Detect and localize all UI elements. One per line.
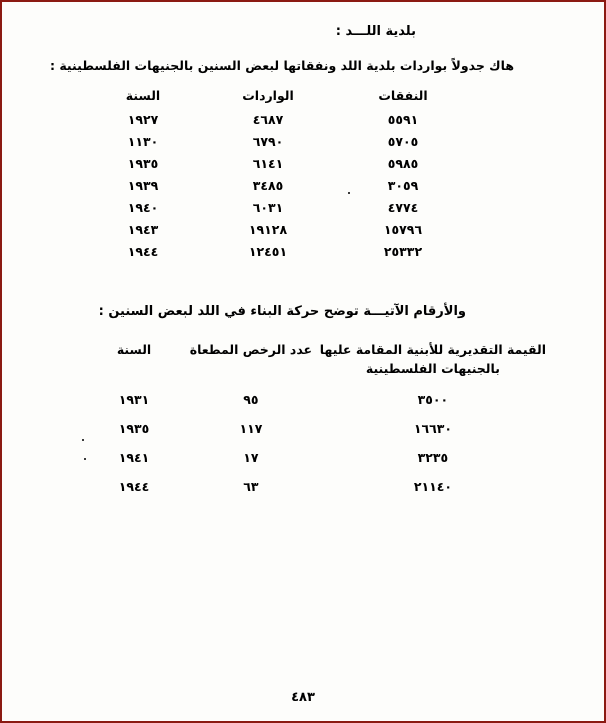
cell-year: ١٩٣٩ [127,178,159,193]
table-row [86,472,546,501]
column-header-currency-note: بالجنيهات الفلسطينية [365,361,500,376]
building-table [86,338,546,501]
cell-revenue: ٦٠٣١ [252,200,284,215]
page-content [20,16,586,711]
table-row [86,443,546,472]
cell-year: ١٩٤٠ [127,200,159,215]
table-row [88,197,468,219]
page-number: ٤٨٣ [291,690,315,705]
budget-table [88,84,468,263]
cell-expenses: ٥٥٩١ [387,112,419,127]
cell-expenses: ٥٩٨٥ [387,156,419,171]
cell-revenue: ٣٤٨٥ [252,178,284,193]
column-header-year: السنة [116,342,152,357]
cell-licenses: ١١٧ [239,421,263,436]
cell-licenses: ١٧ [243,450,259,465]
column-header-expenses: النفقات [378,87,428,103]
table-row [88,131,468,153]
table-row [88,153,468,175]
cell-year: ١٩٣٥ [118,421,150,436]
column-header-year: السنة [125,87,161,103]
intro-paragraph-budget: هاك جدولاً بواردات بلدية اللد ونفقاتها لبعض السنين بالجنيهات الفلسطينية : [49,58,514,73]
paper-speck [82,439,84,441]
cell-value: ٣٢٣٥ [417,450,449,465]
cell-year: ١٩٣٥ [127,156,159,171]
table-row [88,241,468,263]
cell-revenue: ٦١٤١ [252,156,284,171]
cell-year: ١٩٤٤ [127,244,159,259]
cell-value: ٣٥٠٠ [417,392,449,407]
cell-licenses: ٩٥ [243,392,259,407]
cell-revenue: ١٩١٢٨ [248,222,288,237]
cell-revenue: ٦٧٩٠ [252,134,284,149]
column-header-licenses: عدد الرخص المطعاة [189,342,313,357]
cell-year: ١١٣٠ [127,134,159,149]
table-header-row [88,84,468,109]
cell-revenue: ١٢٤٥١ [248,244,288,259]
table-row [86,414,546,443]
table-row [86,378,546,414]
column-header-estimated-value-text: القيمة التقديرية للأبنية المقامة عليها [319,342,546,357]
cell-value: ٢١١٤٠ [413,479,452,494]
cell-revenue: ٤٦٨٧ [252,112,284,127]
cell-expenses: ٣٠٥٩ [387,178,419,193]
table-row [88,109,468,131]
column-header-revenue: الواردات [242,87,294,103]
page-title: بلدية اللـــد : [335,24,416,39]
cell-expenses: ٤٧٧٤ [387,200,419,215]
cell-year: ١٩٤١ [118,450,150,465]
cell-expenses: ٢٥٣٣٢ [383,244,423,259]
cell-expenses: ٥٧٠٥ [387,134,419,149]
table-row [88,219,468,241]
cell-year: ١٩٣١ [118,392,150,407]
intro-paragraph-building: والأرقام الآتيـــة توضح حركة البناء في اللد لبعض السنين : [98,304,466,319]
cell-year: ١٩٤٤ [118,479,150,494]
cell-year: ١٩٢٧ [127,112,159,127]
cell-value: ١٦٦٣٠ [413,421,452,436]
cell-licenses: ٦٣ [243,479,259,494]
column-header-estimated-value [320,338,546,378]
table-row [88,175,468,197]
cell-expenses: ١٥٧٩٦ [383,222,423,237]
table-header-row [86,338,546,378]
cell-year: ١٩٤٣ [127,222,159,237]
